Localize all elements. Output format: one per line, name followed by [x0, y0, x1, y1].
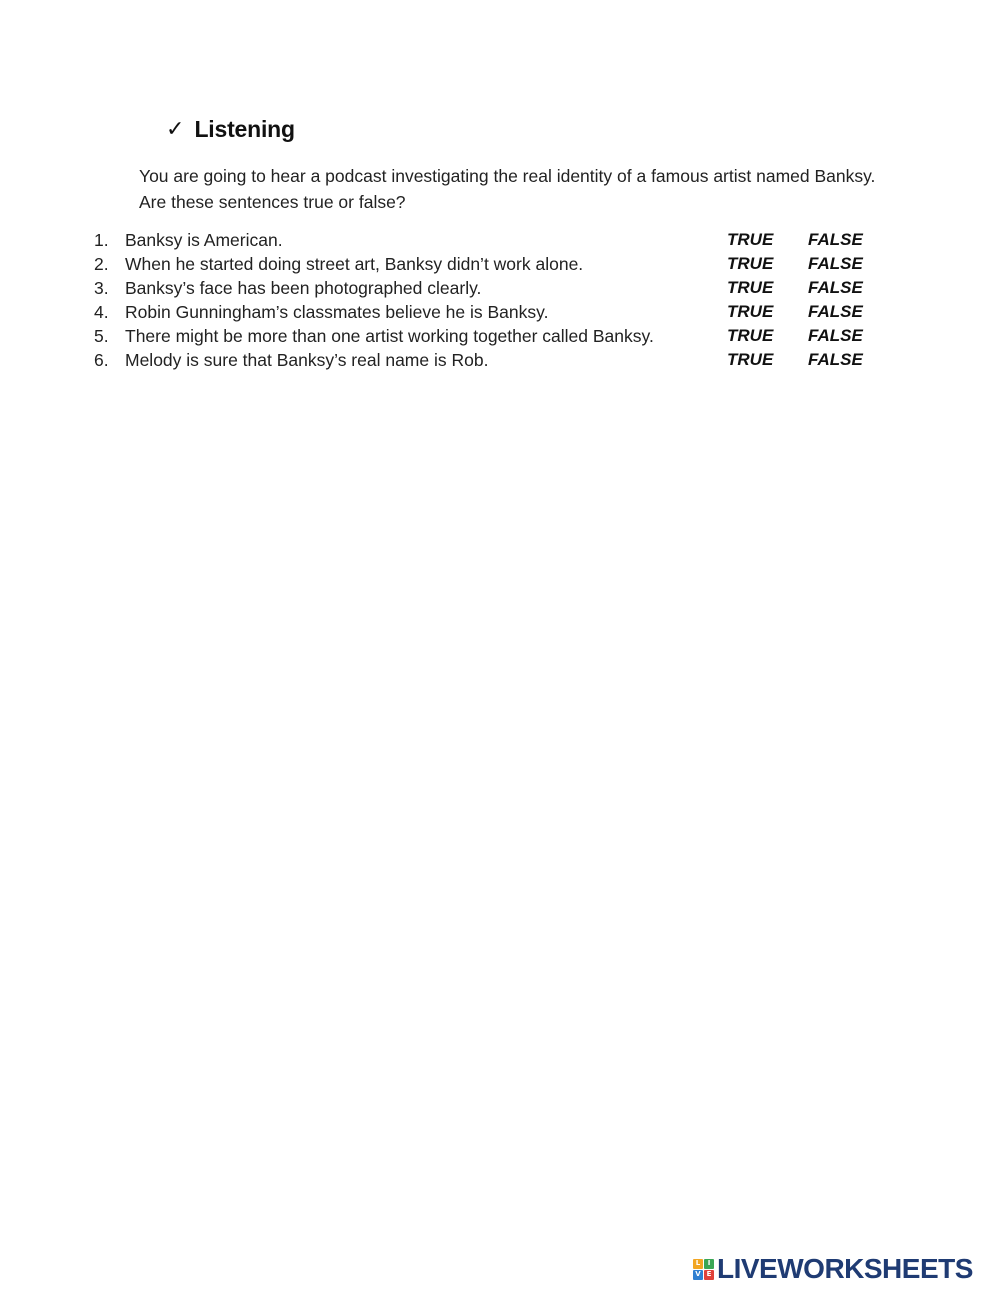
logo-blocks-icon — [693, 1259, 714, 1280]
question-number: 1. — [94, 230, 109, 250]
false-option[interactable]: FALSE — [808, 302, 863, 321]
liveworksheets-logo — [693, 1255, 973, 1283]
question-item — [94, 324, 884, 348]
section-title: Listening — [194, 116, 295, 142]
question-item — [94, 300, 884, 324]
logo-block: V — [693, 1270, 703, 1280]
question-text: Banksy’s face has been photographed clearly. — [125, 278, 482, 298]
true-option[interactable]: TRUE — [727, 278, 774, 297]
question-number: 6. — [94, 350, 109, 370]
true-option[interactable]: TRUE — [727, 230, 774, 249]
question-text: Banksy is American. — [125, 230, 283, 250]
question-text: Melody is sure that Banksy’s real name is Rob. — [125, 350, 489, 370]
logo-block: I — [704, 1259, 714, 1269]
logo-block: E — [704, 1270, 714, 1280]
question-list — [94, 228, 884, 372]
question-item — [94, 348, 884, 372]
question-number: 4. — [94, 302, 109, 322]
question-number: 3. — [94, 278, 109, 298]
question-text: Robin Gunningham’s classmates believe he is Banksy. — [125, 302, 549, 322]
question-item — [94, 252, 884, 276]
section-heading — [166, 116, 295, 143]
true-option[interactable]: TRUE — [727, 326, 774, 345]
instructions-text: You are going to hear a podcast investigating the real identity of a famous artist named Banksy. Are these sentences true or false? — [139, 166, 876, 212]
true-option[interactable]: TRUE — [727, 350, 774, 369]
question-number: 5. — [94, 326, 109, 346]
false-option[interactable]: FALSE — [808, 278, 863, 297]
false-option[interactable]: FALSE — [808, 326, 863, 345]
false-option[interactable]: FALSE — [808, 230, 863, 249]
logo-block: L — [693, 1259, 703, 1269]
question-text: There might be more than one artist working together called Banksy. — [125, 326, 654, 346]
question-item — [94, 228, 884, 252]
question-text: When he started doing street art, Banksy didn’t work alone. — [125, 254, 584, 274]
checkmark-icon: ✓ — [166, 116, 185, 142]
false-option[interactable]: FALSE — [808, 254, 863, 273]
question-number: 2. — [94, 254, 109, 274]
question-item — [94, 276, 884, 300]
true-option[interactable]: TRUE — [727, 302, 774, 321]
false-option[interactable]: FALSE — [808, 350, 863, 369]
logo-text: LIVEWORKSHEETS — [717, 1253, 973, 1284]
true-option[interactable]: TRUE — [727, 254, 774, 273]
